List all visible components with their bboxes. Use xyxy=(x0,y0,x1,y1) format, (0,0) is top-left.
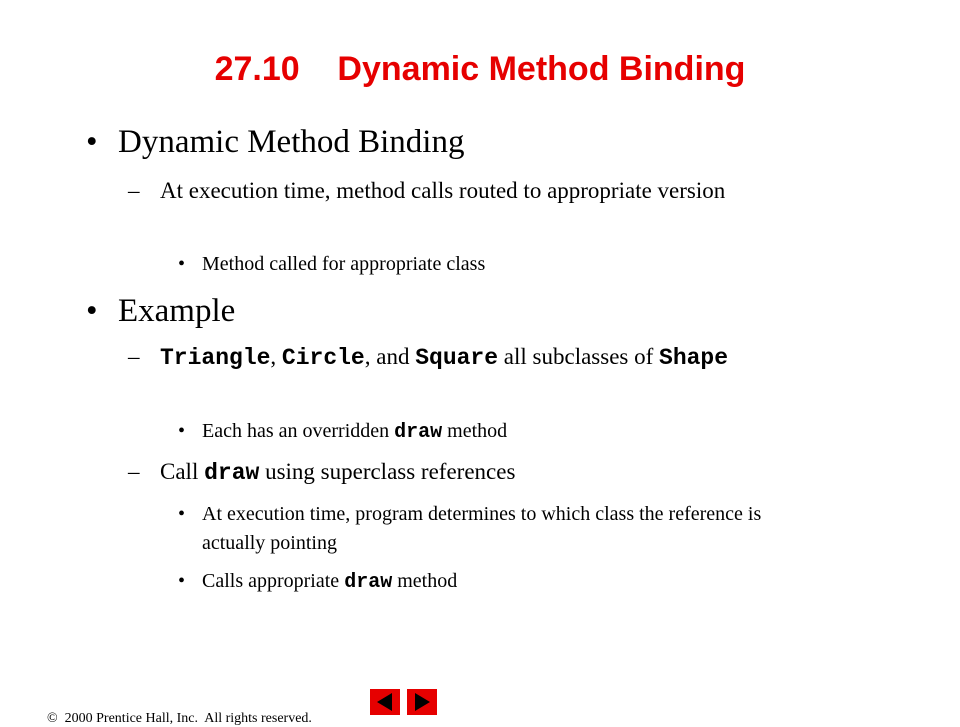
sub-bullet-call-draw xyxy=(128,455,820,490)
bullet-marker: • xyxy=(178,570,186,592)
text-fragment: all subclasses of xyxy=(498,344,660,369)
bullet-dynamic-method-binding xyxy=(86,123,465,161)
sub-bullet-execution-time xyxy=(128,174,820,208)
dash-marker: – xyxy=(128,178,140,203)
sub-sub-bullet-text: Method called for appropriate class xyxy=(202,253,486,275)
bullet-text: Example xyxy=(118,293,236,329)
sub-bullet-subclasses xyxy=(128,340,820,375)
code-square: Square xyxy=(415,345,499,371)
bullet-example xyxy=(86,292,236,330)
arrow-right-icon xyxy=(407,689,437,715)
text-fragment: , xyxy=(270,344,282,369)
copyright-icon: © xyxy=(47,711,58,726)
copyright-footer xyxy=(40,695,312,727)
text-fragment: method xyxy=(442,420,508,442)
text-fragment: , and xyxy=(364,344,416,369)
bullet-text: Dynamic Method Binding xyxy=(118,124,465,160)
text-fragment: Each has an overridden xyxy=(202,420,395,442)
code-draw: draw xyxy=(344,571,393,594)
code-triangle: Triangle xyxy=(160,345,271,371)
sub-sub-bullet-text: At execution time, program determines to which class the reference is actually pointing xyxy=(202,503,762,554)
sub-sub-bullet-method-called xyxy=(178,250,486,279)
copyright-text: 2000 Prentice Hall, Inc. All rights reserved. xyxy=(57,711,312,726)
code-draw: draw xyxy=(394,421,443,444)
text-fragment: Calls appropriate xyxy=(202,570,345,592)
bullet-marker: • xyxy=(178,420,186,442)
bullet-marker: • xyxy=(86,293,98,329)
dash-marker: – xyxy=(128,344,140,369)
sub-sub-bullet-program-determines xyxy=(178,500,822,558)
previous-slide-button[interactable] xyxy=(370,689,400,715)
code-draw: draw xyxy=(204,460,260,486)
sub-sub-bullet-calls-draw xyxy=(178,567,458,597)
bullet-marker: • xyxy=(86,124,98,160)
slide-title: 27.10 Dynamic Method Binding xyxy=(214,50,746,88)
bullet-marker: • xyxy=(178,503,186,525)
code-circle: Circle xyxy=(281,345,365,371)
arrow-left-icon xyxy=(370,689,400,715)
text-fragment: using superclass references xyxy=(259,459,516,484)
sub-bullet-text: At execution time, method calls routed to appropriate version xyxy=(160,178,726,203)
code-shape: Shape xyxy=(659,345,729,371)
sub-sub-bullet-overridden-draw xyxy=(178,417,508,447)
text-fragment: method xyxy=(392,570,458,592)
text-fragment: Call xyxy=(160,459,205,484)
dash-marker: – xyxy=(128,459,140,484)
next-slide-button[interactable] xyxy=(407,689,437,715)
bullet-marker: • xyxy=(178,253,186,275)
